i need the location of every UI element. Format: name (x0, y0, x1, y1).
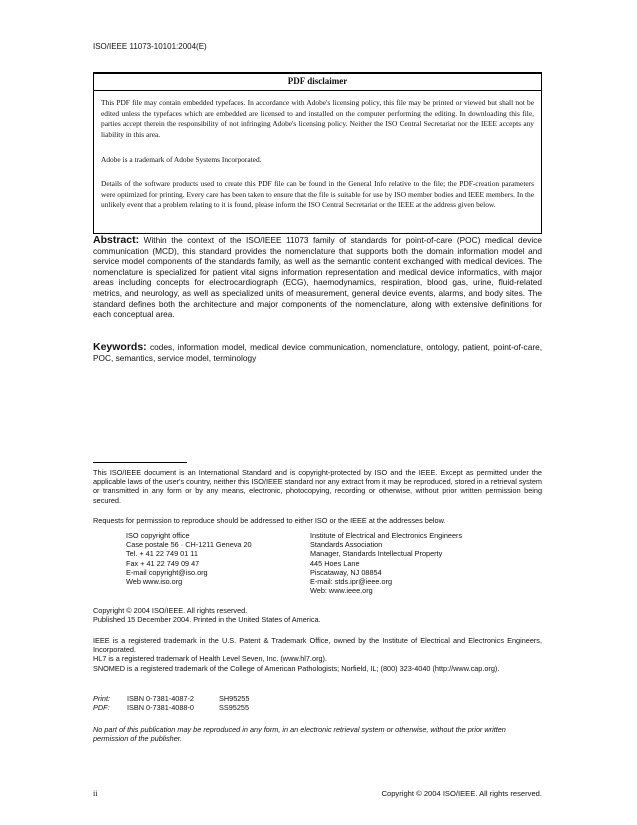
address-line: E-mail: stds.ipr@ieee.org (310, 577, 393, 587)
isbn-label: Print: (93, 694, 111, 703)
iso-address (126, 531, 296, 586)
trademark-line: SNOMED is a registered trademark of the College of American Pathologists; Norfield, IL; (800) 323-4040 (http://www.cap.org). (93, 663, 500, 673)
disclaimer-paragraph-3: Details of the software products used to create this PDF file can be found in the General Info relative to the file; the PDF-creation parameters were optimized for printing. Every care has been taken to ensure that the file is suitable for use by ISO member bodies and IEEE members. In the unlikely event that a problem relating to it is found, please inform the ISO Central Secretariat or the IEEE at the address given below. (101, 179, 534, 210)
address-line: Piscataway, NJ 08854 (310, 567, 382, 577)
footer-copyright: Copyright © 2004 ISO/IEEE. All rights reserved. (381, 789, 542, 798)
disclaimer-paragraph-2: Adobe is a trademark of Adobe Systems Incorporated. (101, 155, 262, 164)
reproduction-notice: No part of this publication may be reproduced in any form, in an electronic retrieval system or otherwise, without the prior written permission of the publisher. (93, 725, 506, 744)
address-line: Institute of Electrical and Electronics Engineers (310, 531, 463, 540)
published-line: Published 15 December 2004. Printed in the United States of America. (93, 615, 321, 625)
address-line: Tel. + 41 22 749 01 11 (126, 549, 198, 559)
address-line: Web: www.ieee.org (310, 586, 373, 596)
isbn-number: ISBN 0-7381-4088-0 (127, 703, 194, 713)
copyright-line: Copyright © 2004 ISO/IEEE. All rights reserved. (93, 606, 248, 615)
address-line: Manager, Standards Intellectual Property (310, 549, 443, 559)
isbn-row (93, 703, 393, 712)
footnote-divider (93, 462, 187, 463)
address-line: Case postale 56 · CH-1211 Geneva 20 (126, 540, 252, 550)
isbn-label: PDF: (93, 703, 110, 713)
address-line: Standards Association (310, 540, 383, 550)
address-line: ISO copyright office (126, 531, 190, 540)
isbn-code: SS95255 (219, 703, 250, 713)
address-line: Web www.iso.org (126, 577, 183, 587)
page-number: ii (93, 789, 98, 798)
trademark-notices (93, 636, 542, 673)
publication-info (93, 606, 542, 624)
abstract-text: Within the context of the ISO/IEEE 11073 family of standards for point-of-care (POC) medical device communication (MCD), this standard provides the nomenclature that supports both the domain information model and service model components of the standards family, as well as the semantic content exchanged with medical devices. The nomenclature is specialized for patient vital signs information representation and medical device informatics, with major areas including concepts for electrocardiograph (ECG), haemodynamics, respiration, blood gas, urine, fluid-related metrics, and neurology, as well as specialized units of measurement, general device events, alarms, and body sites. The standard defines both the architecture and major components of the nomenclature, along with extensive definitions for each conceptual area. (93, 235, 542, 320)
ieee-address (310, 531, 510, 595)
trademark-line: IEEE is a registered trademark in the U.S. Patent & Trademark Office, owned by the Institute of Electrical and Electronics Engineers, Incorporated. (93, 636, 542, 655)
disclaimer-title: PDF disclaimer (287, 76, 348, 86)
keywords-label: Keywords: (93, 341, 147, 353)
copyright-notice: This ISO/IEEE document is an International Standard and is copyright-protected by ISO and the IEEE. Except as permitted under the applicable laws of the user's country, neither this ISO/IEEE standard nor any extract from it may be reproduced, stored in a retrieval system or transmitted in any form or by any means, electronic, photocopying, recording or otherwise, without prior written permission being secured. (93, 468, 542, 505)
disclaimer-paragraph-1: This PDF file may contain embedded typefaces. In accordance with Adobe's licensing policy, this file may be printed or viewed but shall not be edited unless the typefaces which are embedded are licensed to and installed on the computer performing the editing. In downloading this file, parties accept therein the responsibility of not infringing Adobe's licensing policy. Neither the ISO Central Secretariat nor the IEEE accepts any liability in this area. (101, 98, 534, 139)
disclaimer-divider (94, 90, 541, 91)
keywords (93, 342, 542, 363)
abstract (93, 235, 542, 320)
trademark-line: HL7 is a registered trademark of Health Level Seven, Inc. (www.hl7.org). (93, 654, 328, 664)
isbn-code: SH95255 (219, 694, 250, 703)
keywords-text: codes, information model, medical device communication, nomenclature, ontology, patient, point-of-care, POC, semantics, service model, terminology (93, 342, 543, 363)
address-line: E-mail copyright@iso.org (126, 567, 208, 577)
abstract-label: Abstract: (93, 234, 140, 246)
isbn-number: ISBN 0-7381-4087-2 (127, 694, 194, 703)
address-line: Fax + 41 22 749 09 47 (126, 558, 200, 568)
address-line: 445 Hoes Lane (310, 558, 360, 568)
isbn-list (93, 694, 393, 712)
permission-requests: Requests for permission to reproduce should be addressed to either ISO or the IEEE at the addresses below. (93, 516, 446, 525)
pdf-disclaimer-box (93, 72, 542, 234)
document-id: ISO/IEEE 11073-10101:2004(E) (93, 42, 207, 51)
isbn-row (93, 694, 393, 703)
